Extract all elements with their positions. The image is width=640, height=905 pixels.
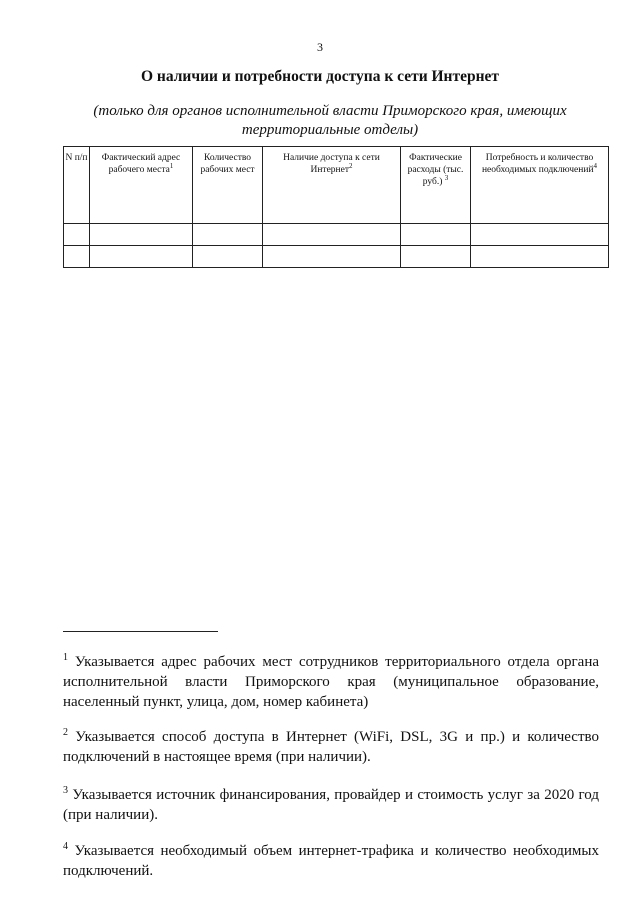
- footnote-text: Указывается источник финансирования, провайдер и стоимость услуг за 2020 год (при наличии).: [63, 787, 600, 823]
- col-header-workplaces: [193, 147, 263, 224]
- footnote-mark: 3: [63, 785, 68, 796]
- table-cell: [64, 246, 90, 268]
- table-cell: [471, 224, 609, 246]
- footnote-1: [63, 652, 599, 712]
- footnote-mark: 4: [63, 841, 68, 852]
- table-row: [64, 246, 609, 268]
- table-row: [64, 224, 609, 246]
- footnote-divider: [63, 631, 218, 632]
- table-cell: [90, 224, 193, 246]
- footnote-text: Указывается необходимый объем интернет-трафика и количество необходимых подключений.: [63, 843, 600, 879]
- table-cell: [471, 246, 609, 268]
- table-cell: [263, 224, 401, 246]
- page-number: 3: [317, 40, 323, 54]
- footnote-text: Указывается способ доступа в Интернет (WiFi, DSL, 3G и пр.) и количество подключений в настоящее время (при наличии).: [63, 729, 599, 765]
- internet-access-table: [63, 146, 609, 268]
- footnote-ref: 2: [349, 161, 353, 170]
- col-header-address: [90, 147, 193, 224]
- table-cell: [193, 224, 263, 246]
- document-subtitle: (только для органов исполнительной власти Приморского края, имеющих территориальные отделы): [93, 103, 567, 138]
- table-cell: [263, 246, 401, 268]
- footnote-text: Указывается адрес рабочих мест сотрудников территориального отдела органа исполнительной власти Приморского края (муниципальное образование, населенный пункт, улица, дом, номер кабинета): [63, 654, 599, 710]
- table-cell: [90, 246, 193, 268]
- footnote-ref: 4: [593, 161, 598, 170]
- table-header-row: [64, 147, 609, 224]
- footnote-ref: 1: [169, 161, 174, 170]
- footnote-ref: 3: [444, 173, 449, 182]
- col-header-label: Фактический адрес рабочего места: [101, 153, 181, 175]
- footnote-mark: 2: [63, 727, 68, 738]
- col-header-label: Потребность и количество необходимых подключений: [481, 153, 594, 175]
- col-header-number: [64, 147, 90, 224]
- col-header-label: Количество рабочих мест: [200, 153, 255, 175]
- table-cell: [193, 246, 263, 268]
- footnote-2: [63, 727, 599, 767]
- table-cell: [401, 246, 471, 268]
- footnote-4: [63, 841, 599, 881]
- col-header-needs: [471, 147, 609, 224]
- table-cell: [64, 224, 90, 246]
- footnote-mark: 1: [63, 652, 68, 663]
- internet-access-table-container: [63, 146, 609, 268]
- col-header-label: N п/п: [65, 153, 88, 163]
- table-cell: [401, 224, 471, 246]
- document-title: О наличии и потребности доступа к сети Интернет: [140, 68, 500, 85]
- col-header-expenses: [401, 147, 471, 224]
- col-header-label: Наличие доступа к сети Интернет: [283, 153, 380, 175]
- footnote-3: [63, 785, 599, 825]
- col-header-label: Фактические расходы (тыс. руб.): [407, 153, 464, 187]
- col-header-internet-access: [263, 147, 401, 224]
